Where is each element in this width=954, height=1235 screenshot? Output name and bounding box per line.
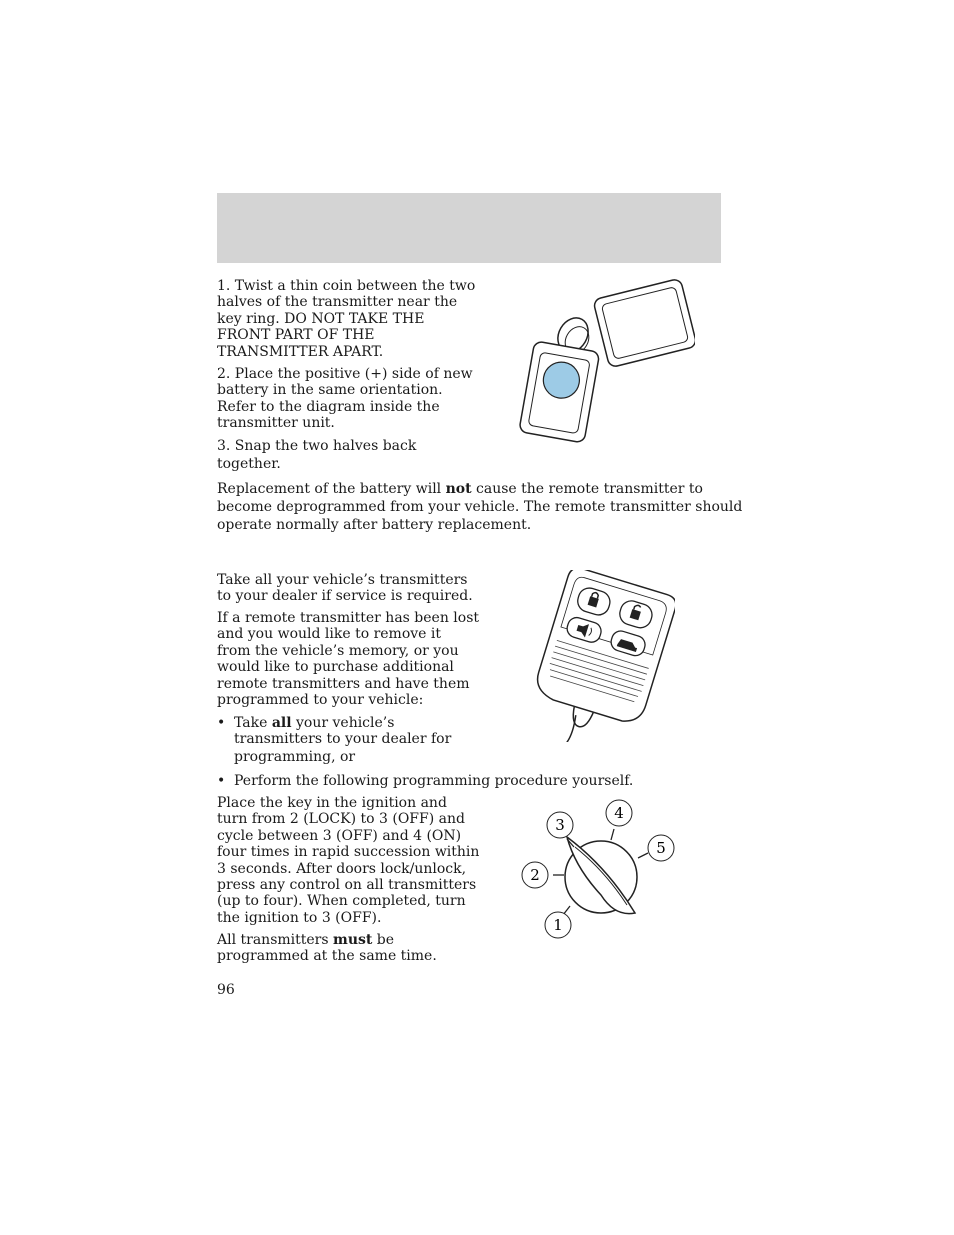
bullet-icon: •: [217, 715, 226, 731]
service-para-1: Take all your vehicle’s transmitters to your dealer if service is required.: [217, 572, 473, 605]
bullet-item-dealer: • Take all your vehicle’s transmitters to your dealer for programming, or: [217, 715, 452, 765]
step-2: 2. Place the positive (+) side of new battery in the same orientation. Refer to the diagram inside the transmitter unit.: [217, 366, 473, 432]
replacement-note: Replacement of the battery will not cause the remote transmitter to become deprogrammed from your vehicle. The remote transmitter should operate normally after battery replacement.: [217, 481, 743, 533]
service-para-2: If a remote transmitter has been lost and you would like to remove it from the vehicle’s memory, or you would like to purchase additional remote transmitters and have them programmed to your vehicle:: [217, 610, 480, 709]
bullet-item-self: • Perform the following programming procedure yourself.: [217, 773, 634, 789]
step-1: 1. Twist a thin coin between the two halves of the transmitter near the key ring. DO NOT TAKE THE FRONT PART OF THE TRANSMITTER APART.: [217, 278, 476, 360]
step-3: 3. Snap the two halves back together.: [217, 438, 417, 472]
programming-para: Place the key in the ignition and turn from 2 (LOCK) to 3 (OFF) and cycle between 3 (OFF) and 4 (ON) four times in rapid succession within 3 seconds. After doors lock/unlock, press any control on all transmitters (up to four). When completed, turn the ignition to 3 (OFF).: [217, 795, 480, 926]
opened-transmitter-illustration: [515, 278, 695, 448]
programming-final: All transmitters must be programmed at the same time.: [217, 932, 437, 965]
bullet-icon: •: [217, 773, 226, 789]
position-3-label: 3: [555, 816, 565, 834]
position-2-label: 2: [530, 866, 540, 884]
position-4-label: 4: [614, 804, 624, 822]
key-fob-illustration: [530, 570, 675, 742]
position-1-label: 1: [553, 916, 563, 934]
ignition-dial-illustration: [515, 795, 685, 945]
position-5-label: 5: [656, 839, 666, 857]
section-header-bar: [217, 193, 721, 263]
page-number: 96: [217, 982, 235, 998]
